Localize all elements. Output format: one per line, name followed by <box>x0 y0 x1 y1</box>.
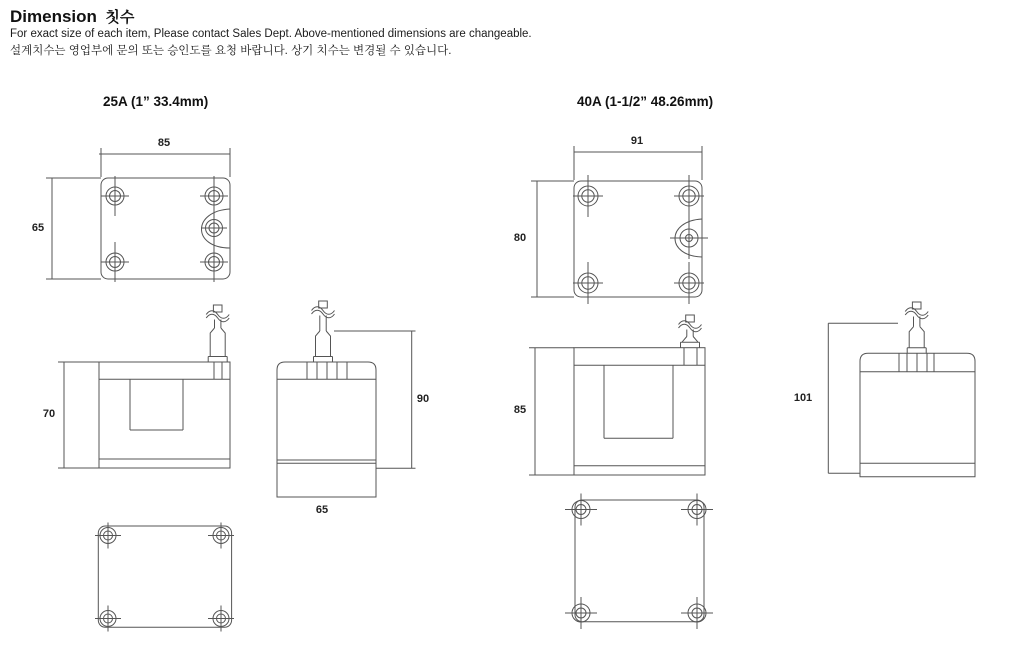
note-english: For exact size of each item, Please contact Sales Dept. Above-mentioned dimensions are changeable. <box>10 28 532 40</box>
note-korean: 설계치수는 영업부에 문의 또는 승인도를 요청 바랍니다. 상기 치수는 변경될 수 있습니다. <box>10 45 452 57</box>
dim-40a-side-height: 85 <box>513 404 527 416</box>
view-40a-side <box>529 315 705 475</box>
view-40a-top <box>531 146 708 304</box>
page-title: Dimension <box>10 7 97 26</box>
dim-25a-side-height: 70 <box>42 408 56 420</box>
view-40a-bottom <box>565 494 713 630</box>
view-40a-front <box>828 302 975 477</box>
view-25a-front <box>277 301 416 497</box>
view-25a-top <box>46 148 230 282</box>
view-25a-side <box>58 305 230 468</box>
dim-40a-top-width: 91 <box>630 135 644 147</box>
page-title-korean: 칫수 <box>105 9 135 26</box>
dim-25a-top-height: 65 <box>31 222 45 234</box>
dim-40a-front-height: 101 <box>793 392 813 404</box>
section-title-25a: 25A (1” 33.4mm) <box>103 94 209 109</box>
dim-25a-front-height: 90 <box>416 393 430 405</box>
section-title-40a: 40A (1-1/2” 48.26mm) <box>577 94 714 109</box>
dim-40a-top-height: 80 <box>513 232 527 244</box>
dim-25a-top-width: 85 <box>157 137 171 149</box>
dim-25a-front-width: 65 <box>315 504 329 516</box>
view-25a-bottom <box>95 523 234 632</box>
